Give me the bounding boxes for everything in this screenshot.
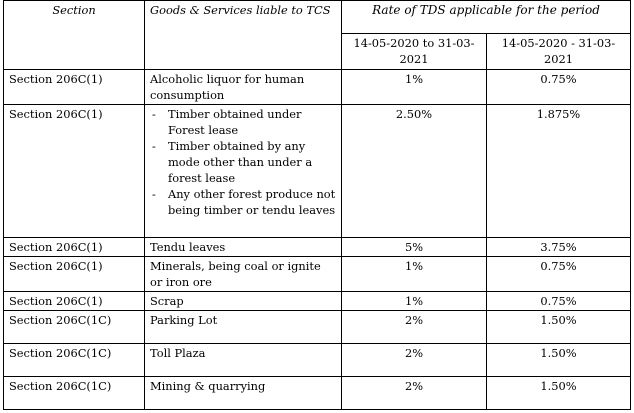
cell-rate-1: 5% [342,238,487,257]
cell-rate-1: 2% [342,311,487,344]
cell-goods: Tendu leaves [145,238,342,257]
cell-goods: Parking Lot [145,311,342,344]
cell-goods: Scrap [145,292,342,311]
cell-rate-1: 1% [342,70,487,105]
cell-section: Section 206C(1C) [4,344,145,377]
cell-rate-1: 2.50% [342,105,487,238]
cell-section: Section 206C(1) [4,292,145,311]
cell-section: Section 206C(1C) [4,377,145,410]
cell-rate-2: 1.50% [487,344,631,377]
cell-section: Section 206C(1) [4,257,145,292]
goods-item-list [150,106,336,218]
cell-rate-2: 3.75% [487,238,631,257]
table-row [4,377,631,410]
cell-section: Section 206C(1) [4,70,145,105]
header-rate-group: Rate of TDS applicable for the period [342,1,631,34]
list-item: - Any other forest produce not being timber or tendu leaves [150,186,336,218]
cell-goods: Mining & quarrying [145,377,342,410]
cell-section: Section 206C(1) [4,238,145,257]
cell-section: Section 206C(1) [4,105,145,238]
table-row [4,105,631,238]
cell-section: Section 206C(1C) [4,311,145,344]
cell-goods: Alcoholic liquor for human consumption [145,70,342,105]
cell-goods: Toll Plaza [145,344,342,377]
cell-rate-2: 1.875% [487,105,631,238]
cell-rate-1: 2% [342,377,487,410]
cell-goods: Minerals, being coal or ignite or iron ore [145,257,342,292]
header-row-1 [4,1,631,34]
cell-rate-1: 2% [342,344,487,377]
header-section: Section [4,1,145,70]
cell-goods [145,105,342,238]
header-period-1: 14-05-2020 to 31-03-2021 [342,34,487,70]
header-goods: Goods & Services liable to TCS [145,1,342,70]
table-row [4,70,631,105]
cell-rate-2: 0.75% [487,292,631,311]
table-row [4,238,631,257]
table-row [4,344,631,377]
cell-rate-2: 1.50% [487,377,631,410]
cell-rate-2: 0.75% [487,257,631,292]
table-row [4,257,631,292]
cell-rate-1: 1% [342,257,487,292]
tcs-rates-table [3,0,631,410]
table-row [4,311,631,344]
cell-rate-1: 1% [342,292,487,311]
table-row [4,292,631,311]
list-item: - Timber obtained by any mode other than under a forest lease [150,138,336,186]
list-item: - Timber obtained under Forest lease [150,106,336,138]
cell-rate-2: 0.75% [487,70,631,105]
header-period-2: 14-05-2020 - 31-03-2021 [487,34,631,70]
cell-rate-2: 1.50% [487,311,631,344]
